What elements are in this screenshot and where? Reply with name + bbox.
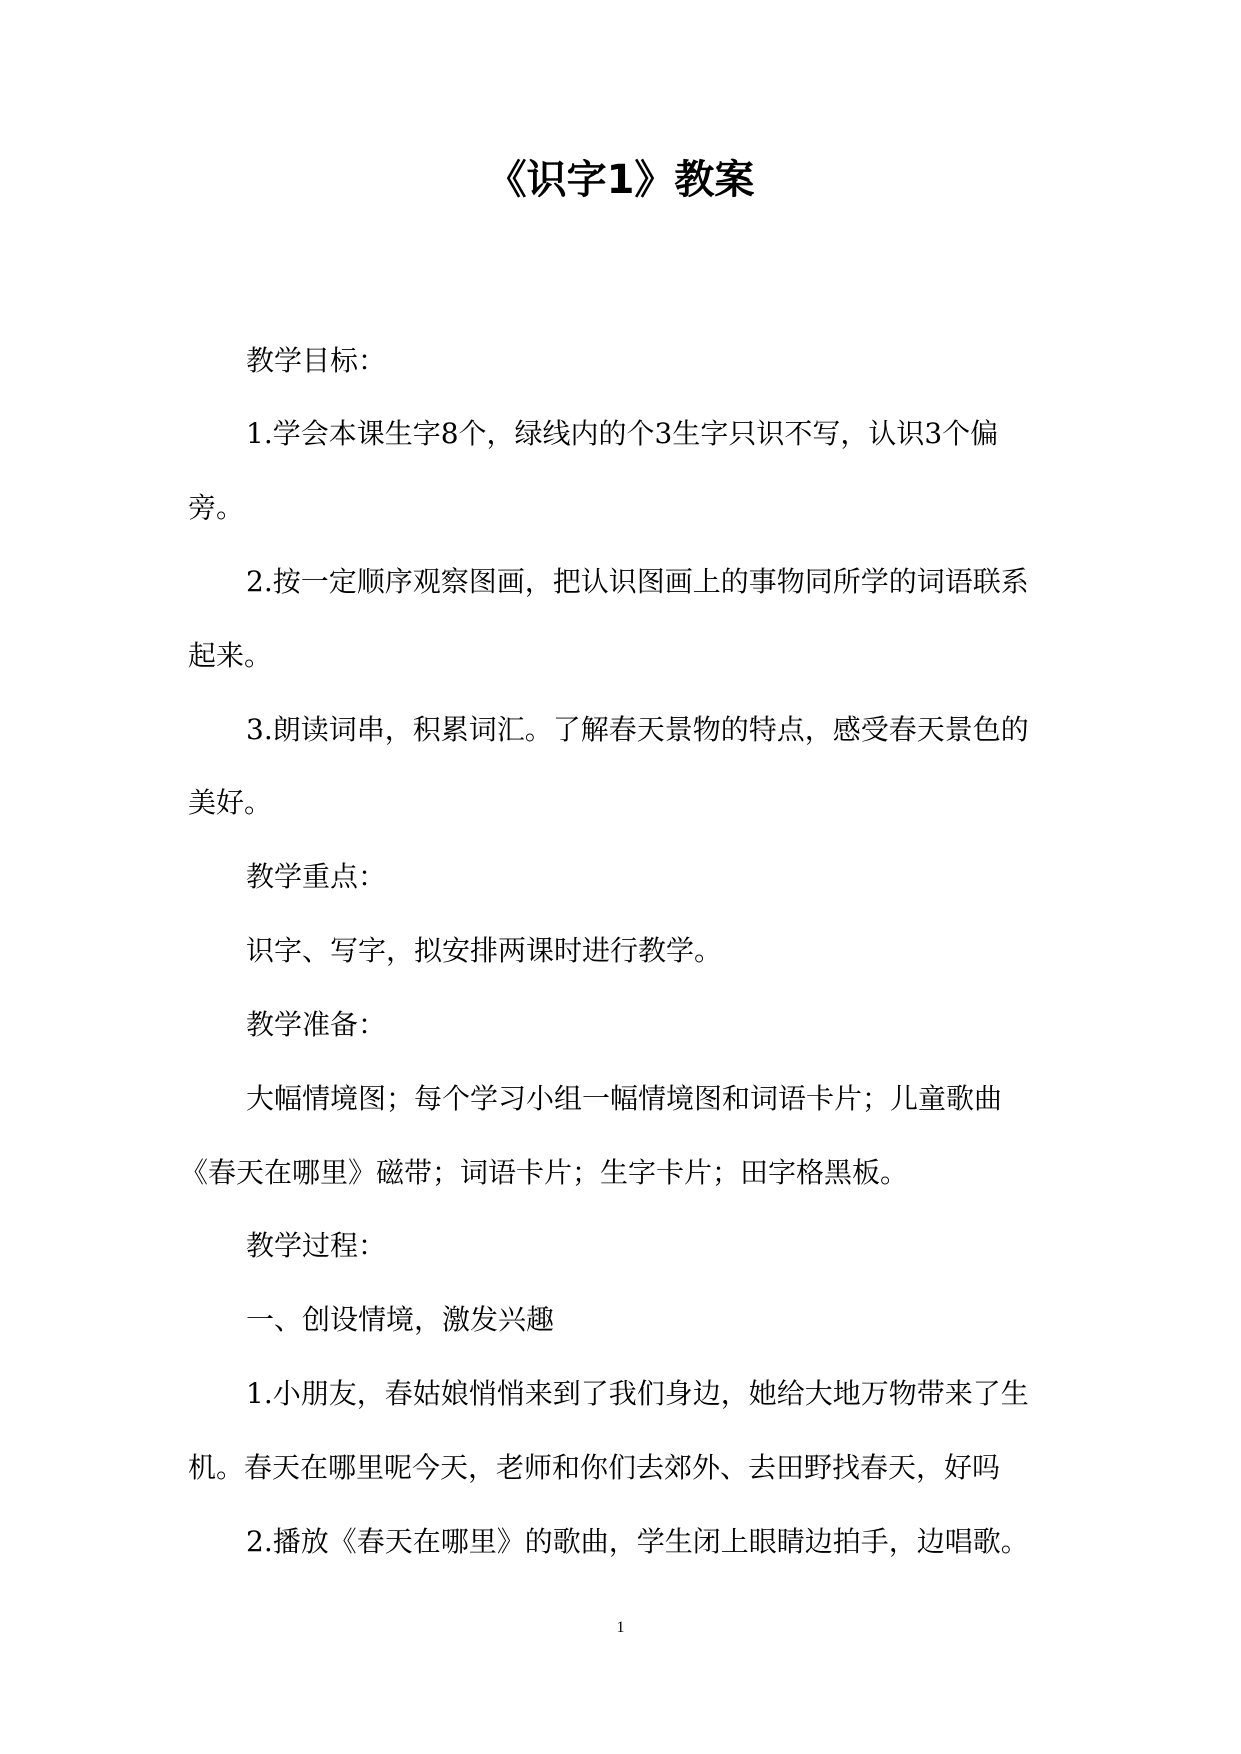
paragraph-line: 1.学会本课生字8个，绿线内的个3生字只识不写，认识3个偏	[246, 417, 999, 450]
heading-teaching-process: 教学过程：	[246, 1229, 387, 1262]
paragraph-line: 1.小朋友，春姑娘悄悄来到了我们身边，她给大地万物带来了生	[246, 1377, 1029, 1410]
document-title: 《识字1》教案	[486, 157, 755, 203]
paragraph-line: 美好。	[188, 786, 273, 819]
heading-teaching-focus: 教学重点：	[246, 860, 387, 893]
heading-teaching-preparation: 教学准备：	[246, 1008, 387, 1041]
paragraph-line: 3.朗读词串，积累词汇。了解春天景物的特点，感受春天景色的	[246, 713, 1029, 746]
paragraph-line: 旁。	[188, 491, 245, 524]
paragraph-line: 大幅情境图；每个学习小组一幅情境图和词语卡片；儿童歌曲	[246, 1082, 1003, 1115]
section-heading: 一、创设情境，激发兴趣	[246, 1303, 555, 1336]
paragraph-line: 机。春天在哪里呢今天，老师和你们去郊外、去田野找春天，好吗	[188, 1451, 1001, 1484]
paragraph-line: 2.按一定顺序观察图画，把认识图画上的事物同所学的词语联系	[246, 565, 1029, 598]
heading-teaching-goals: 教学目标：	[246, 344, 387, 377]
paragraph-line: 2.播放《春天在哪里》的歌曲，学生闭上眼睛边拍手，边唱歌。	[246, 1525, 1029, 1558]
paragraph-line: 起来。	[188, 639, 273, 672]
paragraph-line: 《春天在哪里》磁带；词语卡片；生字卡片；田字格黑板。	[180, 1156, 909, 1189]
page-number: 1	[616, 1619, 625, 1636]
paragraph-line: 识字、写字，拟安排两课时进行教学。	[246, 934, 723, 967]
